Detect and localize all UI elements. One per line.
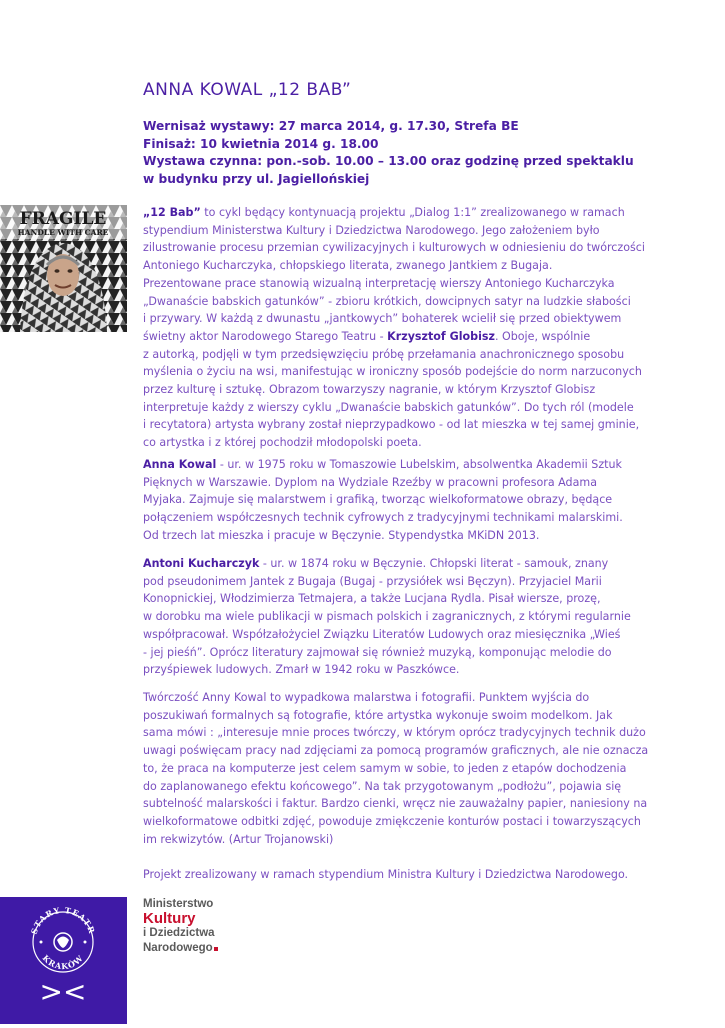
ministry-logo-line1: Ministerstwo bbox=[143, 898, 214, 910]
logo-mark: >< bbox=[39, 975, 87, 1008]
text-line bbox=[143, 328, 683, 346]
actor-name-bold: Krzysztof Globisz bbox=[387, 329, 495, 343]
logo-text-top: STARY TEATR bbox=[28, 904, 98, 936]
text-line: w dorobku ma wiele publikacji w pismach polskich i zagranicznych, z którymi regularnie bbox=[143, 610, 631, 624]
text-line: subtelność malarskości i faktur. Bardzo cienki, wręcz nie zauważalny papier, naniesiony na bbox=[143, 797, 648, 811]
text-line: myślenia o życiu na wsi, manifestując w ironiczny sposób podejście do norm narzuconych bbox=[143, 365, 642, 379]
location-line: w budynku przy ul. Jagiellońskiej bbox=[143, 171, 370, 186]
text-line: uwagi poświęcam pracy nad zdjęciami za pomocą programów graficznych, ale nie oznacza bbox=[143, 744, 649, 758]
text-run: . Oboje, wspólnie bbox=[494, 329, 591, 343]
text-line bbox=[143, 456, 683, 474]
ministry-logo-dot bbox=[214, 947, 218, 951]
text-line: przyśpiewek ludowych. Zmarł w 1942 roku w Paszkówce. bbox=[143, 663, 460, 677]
opening-hours-line: Wystawa czynna: pon.-sob. 10.00 – 13.00 oraz godzinę przed spektaklu bbox=[143, 154, 634, 168]
paragraph-critique bbox=[143, 689, 683, 848]
footer-note bbox=[143, 866, 683, 884]
text-line: przez kulturę i sztukę. Obrazom towarzyszy nagranie, w którym Krzysztof Globisz bbox=[143, 383, 596, 397]
text-line: i przywary. W każdą z dwunastu „jantkowych” bohaterek wcielił się przed obiektywem bbox=[143, 312, 622, 326]
project-title-bold: „12 Bab” bbox=[143, 206, 201, 219]
event-info bbox=[143, 118, 703, 188]
text-line: połączeniem współczesnych technik cyfrowych z tradycyjnymi technikami malarskimi. bbox=[143, 511, 623, 525]
portrait-image bbox=[0, 205, 127, 332]
text-line bbox=[143, 555, 683, 573]
text-line: to, że praca na komputerze jest celem samym w sobie, to jeden z etapów dochodzenia bbox=[143, 761, 627, 775]
text-line: stypendium Ministerstwa Kultury i Dziedzictwa Narodowego. Jego założeniem było bbox=[143, 223, 600, 237]
text-run: - ur. w 1975 roku w Tomaszowie Lubelskim, absolwentka Akademii Sztuk bbox=[216, 458, 622, 471]
ministry-logo-line3: i Dziedzictwa bbox=[143, 927, 215, 939]
finissage-line: Finisaż: 10 kwietnia 2014 g. 18.00 bbox=[143, 136, 379, 151]
fragile-portrait-photo bbox=[0, 205, 127, 332]
text-line: zilustrowanie procesu przemian cywilizacyjnych i kulturowych w odniesieniu do twórczości bbox=[143, 241, 645, 255]
text-line: poszukiwań formalnych są fotografie, które artystka wykonuje swoim modelkom. Jak bbox=[143, 708, 613, 722]
vernissage-line: Wernisaż wystawy: 27 marca 2014, g. 17.30, Strefa BE bbox=[143, 119, 519, 133]
text-line: „Dwanaście babskich gatunków” - zbioru krótkich, dowcipnych satyr na ludzkie słabości bbox=[143, 294, 631, 308]
paragraph-project bbox=[143, 204, 683, 452]
photo-caption-1: FRAGILE bbox=[19, 209, 107, 229]
poet-name-bold: Antoni Kucharczyk bbox=[143, 557, 260, 570]
text-line: im rekwizytów. (Artur Trojanowski) bbox=[143, 832, 334, 846]
text-line: interpretuje każdy z wierszy cyklu „Dwanaście babskich gatunków”. Do tych ról (modele bbox=[143, 400, 634, 414]
text-line: do zaplanowanego efektu końcowego”. Na tak przygotowanym „podłożu”, pojawia się bbox=[143, 779, 622, 793]
text-line: z autorką, podjęli w tym przedsięwzięciu próbę przełamania anachronicznego sposobu bbox=[143, 347, 625, 361]
text-line: Projekt zrealizowany w ramach stypendium Ministra Kultury i Dziedzictwa Narodowego. bbox=[143, 868, 629, 881]
text-line: sama mówi : „interesuje mnie proces twórczy, w którym oprócz tradycyjnych technik dużo bbox=[143, 726, 646, 740]
text-line: i recytatora) artysta wybrany został nieprzypadkowo - od lat mieszka w tej samej gminie, bbox=[143, 418, 640, 432]
text-line: wielkoformatowe odbitki zdjęć, powoduje zmiękczenie konturów postaci i towarzyszących bbox=[143, 814, 641, 828]
artist-name-bold: Anna Kowal bbox=[143, 458, 217, 471]
ministry-logo-line4: Narodowego bbox=[143, 942, 213, 954]
text-line bbox=[143, 204, 683, 222]
photo-caption-2: HANDLE WITH CARE bbox=[17, 228, 109, 237]
stary-teatr-logo-panel bbox=[0, 897, 127, 1024]
stary-teatr-logo-icon bbox=[0, 897, 127, 1024]
text-line: Myjaka. Zajmuje się malarstwem i grafiką, tworząc wielkoformatowe obrazy, będące bbox=[143, 493, 613, 507]
text-line: - jej pieśń”. Oprócz literatury zajmował się również muzyką, komponując melodie do bbox=[143, 645, 612, 659]
text-run: - ur. w 1874 roku w Bęczynie. Chłopski literat - samouk, znany bbox=[259, 557, 609, 570]
text-line: pod pseudonimem Jantek z Bugaja (Bugaj - przysiółek wsi Bęczyn). Przyjaciel Marii bbox=[143, 574, 602, 588]
svg-text:STARY TEATR bbox=[29, 905, 98, 935]
ministry-logo bbox=[143, 898, 218, 955]
svg-text:KRAKÓW bbox=[41, 953, 86, 972]
text-line: Twórczość Anny Kowal to wypadkowa malarstwa i fotografii. Punktem wyjścia do bbox=[143, 691, 590, 704]
text-line: co artystka i z której pochodził młodopolski poeta. bbox=[143, 436, 422, 450]
logo-text-bottom: KRAKÓW bbox=[40, 952, 86, 972]
text-line: Antoniego Kucharczyka, chłopskiego literata, zwanego Jantkiem z Bugaja. bbox=[143, 259, 553, 273]
text-line: Od trzech lat mieszka i pracuje w Bęczynie. Stypendystka MKiDN 2013. bbox=[143, 528, 540, 542]
text-line: Konopnickiej, Włodzimierza Tetmajera, a także Lucjana Rydla. Pisał wiersze, prozę, bbox=[143, 592, 601, 606]
text-line: Pięknych w Warszawie. Dyplom na Wydziale Rzeźby w pracowni profesora Adama bbox=[143, 475, 597, 489]
text-run: to cykl będący kontynuacją projektu „Dialog 1:1” zrealizowanego w ramach bbox=[200, 206, 625, 219]
ministry-logo-line2: Kultury bbox=[143, 910, 196, 927]
paragraph-poet-bio bbox=[143, 555, 683, 679]
text-run: świetny aktor Narodowego Starego Teatru - bbox=[143, 329, 388, 343]
text-line: Prezentowane prace stanowią wizualną interpretację wierszy Antoniego Kucharczyka bbox=[143, 276, 615, 290]
text-line: współpracował. Współzałożyciel Związku Literatów Ludowych oraz miesięcznika „Wieś bbox=[143, 627, 621, 641]
page-title: ANNA KOWAL „12 BAB” bbox=[143, 80, 352, 100]
paragraph-artist-bio bbox=[143, 456, 683, 545]
